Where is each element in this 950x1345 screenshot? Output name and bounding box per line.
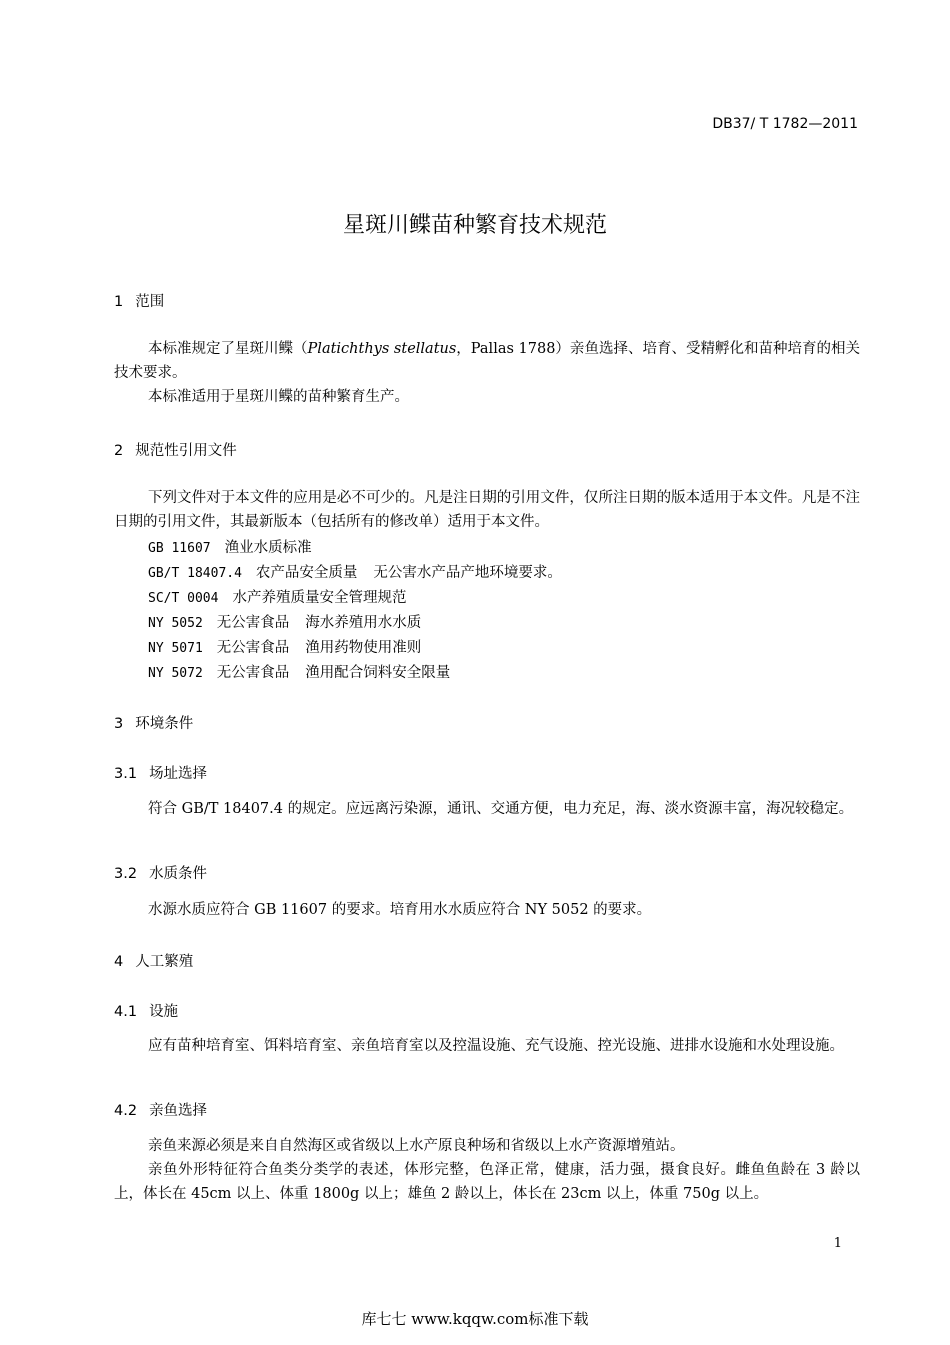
- standard-code: DB37/ T 1782—2011: [712, 116, 858, 132]
- reference-name: 水产养殖质量安全管理规范: [232, 590, 407, 606]
- subsection-3-2-heading: [114, 862, 207, 883]
- section-2-heading: [114, 439, 237, 460]
- paragraph: 符合 GB/T 18407.4 的规定。应远离污染源，通讯、交通方便，电力充足，海、淡水资源丰富，海况较稳定。: [148, 801, 854, 817]
- subsection-title: 亲鱼选择: [149, 1103, 208, 1119]
- section-1-heading: [114, 290, 164, 311]
- paragraph: 下列文件对于本文件的应用是必不可少的。凡是注日期的引用文件，仅所注日期的版本适用于本文件。凡是不注日期的引用文件，其最新版本（包括所有的修改单）适用于本文件。: [114, 490, 860, 530]
- section-title: 环境条件: [135, 716, 194, 732]
- reference-code: GB 11607: [148, 541, 211, 556]
- paragraph: [114, 337, 860, 385]
- text: 本标准规定了星斑川鲽（: [148, 341, 308, 357]
- scientific-name: Platichthys stellatus: [307, 341, 457, 357]
- paragraph: 本标准适用于星斑川鲽的苗种繁育生产。: [148, 389, 409, 405]
- subsection-4-1-heading: [114, 1000, 178, 1021]
- subsection-3-1-heading: [114, 762, 207, 783]
- reference-code: NY 5071: [148, 641, 203, 656]
- section-number: 4: [114, 954, 124, 970]
- paragraph: 亲鱼来源必须是来自自然海区或省级以上水产原良种场和省级以上水产资源增殖站。: [148, 1138, 685, 1154]
- reference-item: [148, 611, 421, 632]
- section-3-heading: [114, 712, 193, 733]
- reference-name: 无公害食品: [216, 615, 290, 631]
- subsection-number: 3.1: [114, 766, 138, 782]
- reference-name: 渔业水质标准: [224, 540, 312, 556]
- reference-extra: 渔用配合饲料安全限量: [305, 665, 451, 681]
- reference-name: 农产品安全质量: [255, 565, 358, 581]
- subsection-title: 设施: [149, 1004, 179, 1020]
- section-title: 范围: [135, 294, 165, 310]
- section-number: 1: [114, 294, 124, 310]
- section-number: 3: [114, 716, 124, 732]
- document-title: 星斑川鲽苗种繁育技术规范: [342, 213, 607, 238]
- page-number: 1: [833, 1236, 842, 1251]
- subsection-4-2-heading: [114, 1099, 207, 1120]
- paragraph: 应有苗种培育室、饵料培育室、亲鱼培育室以及控温设施、充气设施、控光设施、进排水设施和水处理设施。: [148, 1038, 844, 1054]
- reference-extra: 渔用药物使用准则: [305, 640, 422, 656]
- subsection-number: 4.2: [114, 1103, 138, 1119]
- subsection-number: 3.2: [114, 866, 138, 882]
- subsection-title: 水质条件: [149, 866, 208, 882]
- reference-extra: 无公害水产品产地环境要求。: [373, 565, 562, 581]
- reference-item: [148, 661, 450, 682]
- reference-item: [148, 561, 562, 582]
- footer-watermark: 库七七 www.kqqw.com标准下载: [361, 1310, 589, 1328]
- reference-code: GB/T 18407.4: [148, 566, 242, 581]
- reference-name: 无公害食品: [216, 665, 290, 681]
- section-title: 人工繁殖: [135, 954, 194, 970]
- paragraph: 水源水质应符合 GB 11607 的要求。培育用水水质应符合 NY 5052 的要求。: [148, 902, 652, 918]
- reference-extra: 海水养殖用水水质: [305, 615, 422, 631]
- reference-item: [148, 536, 328, 557]
- reference-item: [148, 586, 422, 607]
- reference-code: NY 5072: [148, 666, 203, 681]
- subsection-title: 场址选择: [149, 766, 208, 782]
- reference-code: SC/T 0004: [148, 591, 219, 606]
- text: ，Pallas 1788）亲鱼选择、培育、受精孵化和苗种培育的相关技术要求。: [114, 341, 860, 381]
- reference-code: NY 5052: [148, 616, 203, 631]
- reference-item: [148, 636, 421, 657]
- paragraph: 亲鱼外形特征符合鱼类分类学的表述，体形完整，色泽正常，健康，活力强，摄食良好。雌鱼鱼龄在 3 龄以上，体长在 45cm 以上、体重 1800g 以上；雄鱼 2 龄以上，体长在 23cm 以上，体重 750g 以上。: [114, 1162, 860, 1202]
- section-number: 2: [114, 443, 124, 459]
- section-title: 规范性引用文件: [135, 443, 237, 459]
- subsection-number: 4.1: [114, 1004, 138, 1020]
- section-4-heading: [114, 950, 193, 971]
- reference-name: 无公害食品: [216, 640, 290, 656]
